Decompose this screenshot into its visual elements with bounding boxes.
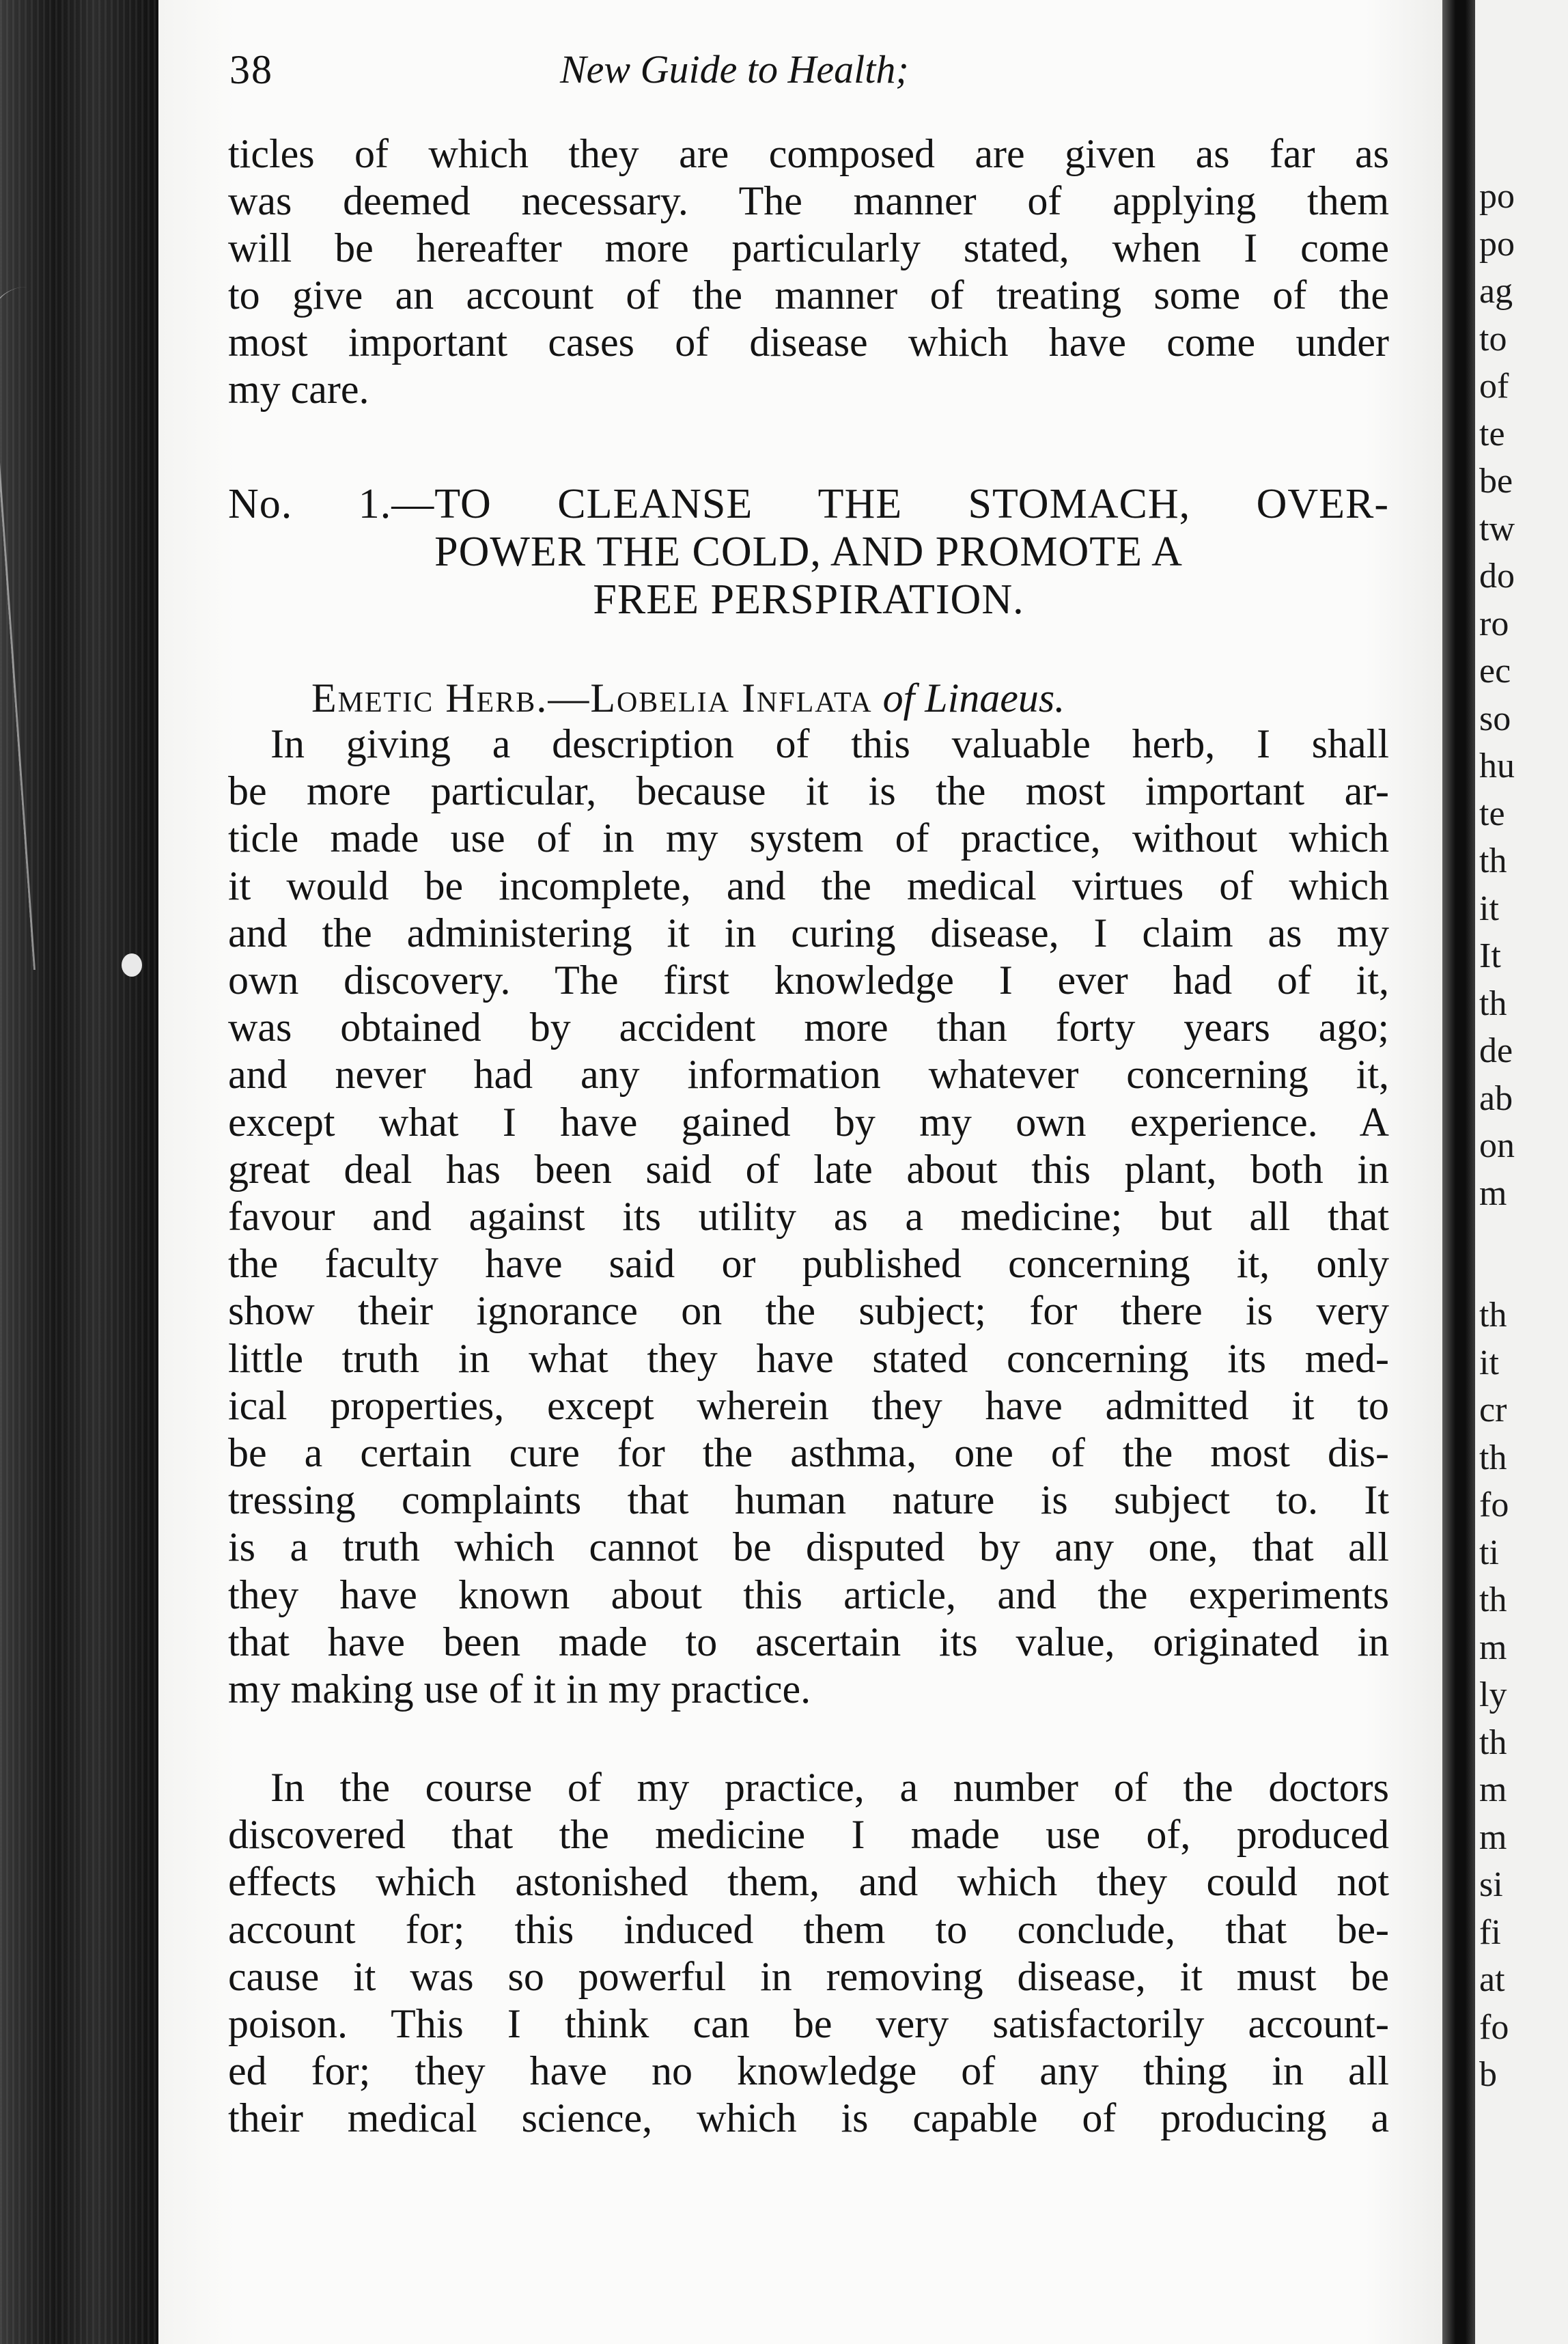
text-line: be a certain cure for the asthma, one of the most dis- bbox=[228, 1430, 1389, 1475]
facing-page-fragment: po bbox=[1479, 224, 1515, 264]
text-line: cause it was so powerful in removing disease, it must be bbox=[228, 1953, 1389, 1999]
text-line: it would be incomplete, and the medical virtues of which bbox=[228, 863, 1389, 908]
facing-page-fragment: m bbox=[1479, 1817, 1507, 1857]
facing-page-fragment: m bbox=[1479, 1628, 1507, 1667]
text-line: own discovery. The first knowledge I ever had of it, bbox=[228, 958, 1389, 1003]
facing-page-fragment: on bbox=[1479, 1126, 1515, 1165]
herb-attribution: of Linaeus. bbox=[882, 675, 1065, 721]
text-line: account for; this induced them to conclude, that be- bbox=[228, 1906, 1389, 1952]
facing-page-fragment: m bbox=[1479, 1173, 1507, 1213]
facing-page-fragment: ec bbox=[1479, 652, 1511, 690]
facing-page-fragment: te bbox=[1479, 794, 1505, 833]
text-line: my care. bbox=[228, 367, 369, 412]
page-gutter bbox=[1442, 0, 1475, 2344]
facing-page-fragment: fi bbox=[1479, 1912, 1501, 1952]
section-heading-line: No. 1.—TO CLEANSE THE STOMACH, OVER- bbox=[228, 481, 1389, 527]
page-number: 38 bbox=[229, 47, 273, 92]
facing-page-fragment: b bbox=[1479, 2055, 1497, 2094]
text-line: ical properties, except wherein they have admitted it to bbox=[228, 1382, 1389, 1428]
text-line: was deemed necessary. The manner of applying them bbox=[228, 178, 1389, 223]
herb-latin-name: —Lobelia Inflata bbox=[548, 675, 873, 721]
running-title: New Guide to Health; bbox=[560, 47, 909, 92]
facing-page-fragment: ly bbox=[1479, 1675, 1507, 1714]
text-line: was obtained by accident more than forty years ago; bbox=[228, 1005, 1389, 1050]
facing-page-fragment: it bbox=[1479, 889, 1499, 928]
facing-page-fragment: ab bbox=[1479, 1078, 1513, 1118]
text-line: In giving a description of this valuable herb, I shall bbox=[270, 721, 1389, 766]
section-heading-line: FREE PERSPIRATION. bbox=[593, 576, 1024, 623]
text-line: little truth in what they have stated concerning its med- bbox=[228, 1335, 1389, 1381]
binding-crease bbox=[0, 287, 111, 970]
facing-page-fragment: cr bbox=[1479, 1391, 1507, 1429]
text-line: that have been made to ascertain its value, originated in bbox=[228, 1619, 1389, 1664]
facing-page-fragment: ti bbox=[1479, 1533, 1499, 1572]
facing-page-fragment: hu bbox=[1479, 747, 1515, 785]
facing-page-fragment: at bbox=[1479, 1960, 1505, 1999]
text-line: and never had any information whatever concerning it, bbox=[228, 1052, 1389, 1098]
facing-page-fragment: ag bbox=[1479, 272, 1513, 311]
facing-page-fragment: po bbox=[1479, 177, 1515, 216]
facing-page-fragment: do bbox=[1479, 557, 1515, 596]
facing-page-fragment: si bbox=[1479, 1865, 1503, 1904]
text-line: discovered that the medicine I made use of, produced bbox=[228, 1812, 1389, 1858]
facing-page-fragment: de bbox=[1479, 1031, 1513, 1070]
binding-spot bbox=[122, 953, 142, 977]
facing-page bbox=[1475, 0, 1568, 2344]
text-line: will be hereafter more particularly stated, when I come bbox=[228, 225, 1389, 270]
text-line: my making use of it in my practice. bbox=[228, 1666, 811, 1712]
facing-page-fragment: th bbox=[1479, 1722, 1507, 1762]
text-line: poison. This I think can be very satisfactorily account- bbox=[228, 2001, 1389, 2046]
text-line: most important cases of disease which have come under bbox=[228, 320, 1389, 365]
text-line: except what I have gained by my own experience. A bbox=[228, 1099, 1389, 1145]
facing-page-fragment: th bbox=[1479, 983, 1507, 1023]
text-line: ticle made use of in my system of practice, without which bbox=[228, 815, 1389, 861]
facing-page-fragment: fo bbox=[1479, 1485, 1509, 1524]
text-line: In the course of my practice, a number of the doctors bbox=[270, 1765, 1389, 1810]
facing-page-fragment: of bbox=[1479, 367, 1509, 406]
text-line: be more particular, because it is the most important ar- bbox=[228, 768, 1389, 814]
text-line: their medical science, which is capable of producing a bbox=[228, 2095, 1389, 2141]
facing-page-fragment: so bbox=[1479, 699, 1511, 738]
facing-page-fragment: th bbox=[1479, 841, 1507, 880]
facing-page-fragment: ro bbox=[1479, 604, 1509, 643]
text-line: show their ignorance on the subject; for there is very bbox=[228, 1288, 1389, 1334]
text-line: to give an account of the manner of treating some of the bbox=[228, 273, 1389, 318]
text-line: ticles of which they are composed are given as far as bbox=[228, 131, 1389, 176]
facing-page-fragment: th bbox=[1479, 1438, 1507, 1477]
text-line: favour and against its utility as a medicine; but all that bbox=[228, 1194, 1389, 1239]
text-line: great deal has been said of late about this plant, both in bbox=[228, 1146, 1389, 1192]
text-line: the faculty have said or published concerning it, only bbox=[228, 1241, 1389, 1287]
facing-page-fragment: be bbox=[1479, 462, 1513, 501]
facing-page-fragment: th bbox=[1479, 1296, 1507, 1335]
text-line: effects which astonished them, and which they could not bbox=[228, 1859, 1389, 1905]
facing-page-fragment: m bbox=[1479, 1770, 1507, 1809]
section-heading-line: POWER THE COLD, AND PROMOTE A bbox=[434, 529, 1183, 575]
facing-page-fragment: it bbox=[1479, 1343, 1499, 1382]
facing-page-fragment: It bbox=[1479, 936, 1501, 975]
text-line: and the administering it in curing disease, I claim as my bbox=[228, 910, 1389, 955]
text-line: they have known about this article, and the experiments bbox=[228, 1572, 1389, 1617]
text-line: is a truth which cannot be disputed by any one, that all bbox=[228, 1524, 1389, 1570]
facing-page-fragment: tw bbox=[1479, 509, 1515, 548]
book-binding bbox=[0, 0, 158, 2344]
text-line: tressing complaints that human nature is subject to. It bbox=[228, 1477, 1389, 1523]
facing-page-fragment: to bbox=[1479, 319, 1507, 359]
facing-page-fragment: te bbox=[1479, 414, 1505, 454]
herb-subheading bbox=[311, 672, 1322, 724]
facing-page-fragment: fo bbox=[1479, 2007, 1509, 2047]
text-line: ed for; they have no knowledge of any thing in all bbox=[228, 2048, 1389, 2094]
facing-page-fragment: th bbox=[1479, 1580, 1507, 1619]
herb-common-name: Emetic Herb. bbox=[311, 675, 548, 721]
